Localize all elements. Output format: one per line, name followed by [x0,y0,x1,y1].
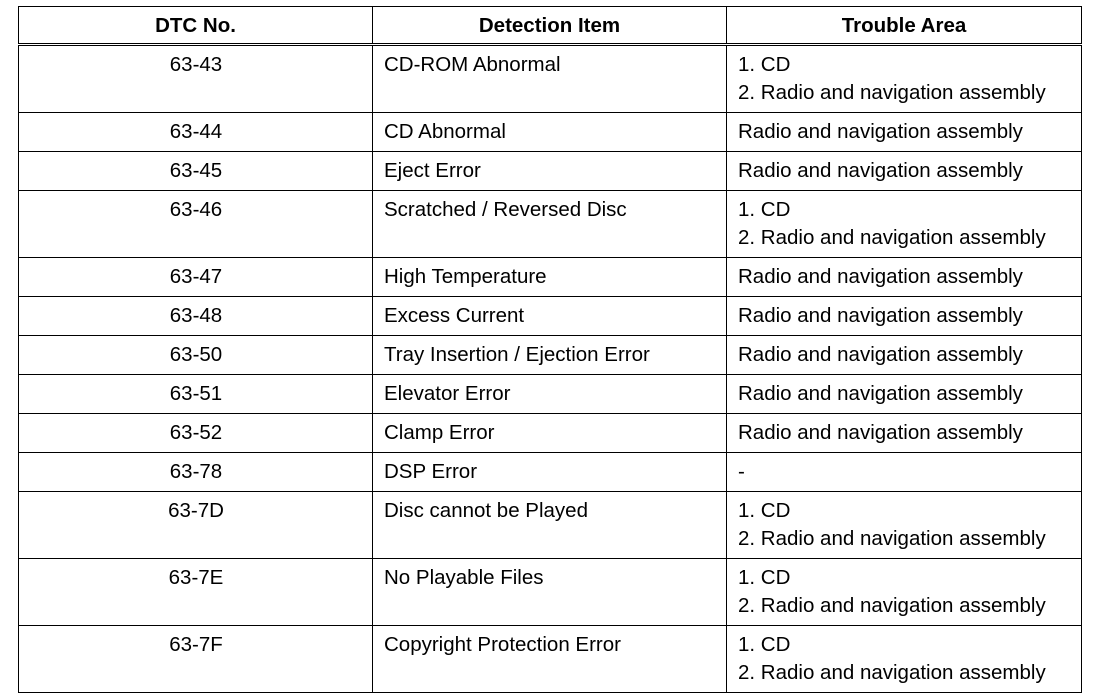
detection-item-cell: Excess Current [373,297,727,336]
trouble-area-cell [727,414,1082,453]
trouble-area-cell [727,297,1082,336]
table-row [19,45,1082,113]
dtc-code-cell: 63-51 [19,375,373,414]
trouble-area-line: 1. CD [738,53,791,76]
dtc-code-cell: 63-47 [19,258,373,297]
detection-item-cell: CD Abnormal [373,113,727,152]
trouble-area-line: 1. CD [738,499,791,522]
trouble-area-cell [727,45,1082,113]
trouble-area-line: Radio and navigation assembly [738,120,1023,143]
detection-item-cell: High Temperature [373,258,727,297]
trouble-area-line: Radio and navigation assembly [738,304,1023,327]
trouble-area-line: 1. CD [738,198,791,221]
detection-item-cell: DSP Error [373,453,727,492]
dtc-code-cell: 63-50 [19,336,373,375]
trouble-area-cell [727,492,1082,559]
table-row [19,375,1082,414]
detection-item-cell: Scratched / Reversed Disc [373,191,727,258]
header-row [19,7,1082,45]
trouble-area-line: Radio and navigation assembly [738,343,1023,366]
detection-item-cell: Eject Error [373,152,727,191]
trouble-area-line: 2. Radio and navigation assembly [738,594,1046,617]
detection-item-cell: Elevator Error [373,375,727,414]
trouble-area-line: 1. CD [738,633,791,656]
trouble-area-cell [727,336,1082,375]
table-row [19,113,1082,152]
table-row [19,336,1082,375]
table-row [19,626,1082,693]
dtc-code-cell: 63-7D [19,492,373,559]
table-row [19,453,1082,492]
trouble-area-line: - [738,460,745,483]
dtc-code-cell: 63-44 [19,113,373,152]
trouble-area-cell [727,258,1082,297]
table-header [19,7,1082,45]
detection-item-cell: Disc cannot be Played [373,492,727,559]
trouble-area-cell [727,191,1082,258]
detection-item-cell: Copyright Protection Error [373,626,727,693]
trouble-area-line: Radio and navigation assembly [738,382,1023,405]
dtc-code-cell: 63-78 [19,453,373,492]
dtc-table [18,6,1082,693]
dtc-code-cell: 63-7F [19,626,373,693]
detection-item-cell: No Playable Files [373,559,727,626]
header-dtc-no: DTC No. [19,7,373,45]
table-row [19,297,1082,336]
header-detection-item: Detection Item [373,7,727,45]
trouble-area-line: 2. Radio and navigation assembly [738,661,1046,684]
trouble-area-cell [727,559,1082,626]
table-row [19,258,1082,297]
trouble-area-cell [727,152,1082,191]
trouble-area-cell [727,375,1082,414]
table-row [19,559,1082,626]
trouble-area-cell [727,113,1082,152]
header-trouble-area: Trouble Area [727,7,1082,45]
table-body [19,45,1082,693]
trouble-area-line: 1. CD [738,566,791,589]
trouble-area-line: 2. Radio and navigation assembly [738,527,1046,550]
trouble-area-line: Radio and navigation assembly [738,421,1023,444]
detection-item-cell: CD-ROM Abnormal [373,45,727,113]
dtc-code-cell: 63-7E [19,559,373,626]
trouble-area-line: Radio and navigation assembly [738,159,1023,182]
trouble-area-line: 2. Radio and navigation assembly [738,81,1046,104]
table-row [19,492,1082,559]
dtc-code-cell: 63-52 [19,414,373,453]
trouble-area-cell [727,626,1082,693]
dtc-code-cell: 63-45 [19,152,373,191]
table-row [19,414,1082,453]
trouble-area-line: 2. Radio and navigation assembly [738,226,1046,249]
trouble-area-cell [727,453,1082,492]
dtc-code-cell: 63-43 [19,45,373,113]
dtc-code-cell: 63-48 [19,297,373,336]
detection-item-cell: Clamp Error [373,414,727,453]
trouble-area-line: Radio and navigation assembly [738,265,1023,288]
table-row [19,152,1082,191]
detection-item-cell: Tray Insertion / Ejection Error [373,336,727,375]
dtc-code-cell: 63-46 [19,191,373,258]
table-row [19,191,1082,258]
